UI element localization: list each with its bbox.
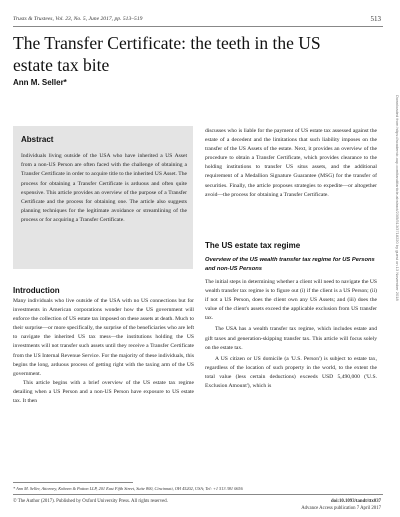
advance-access-line: Advance Access publication 7 April 2017 xyxy=(301,506,381,511)
header-divider xyxy=(13,26,383,27)
copyright-line: © The Author (2017). Published by Oxford University Press. All rights reserved. xyxy=(13,499,168,504)
estate-tax-section-heading: The US estate tax regime xyxy=(205,241,301,250)
estate-tax-body xyxy=(205,278,377,391)
right-column-continuation: discusses who is liable for the payment of US estate tax assessed against the estate of a decedent and the limitations that such liability imposes on the transfer of the US Assets of the estate. Next, it provides an overview of the procedure to obtain a Transfer Certificate, which provides clearance to the holding institutions to transfer US situs assets, and the additional requirement of a Medallion Signature Guarantee (MSG) for the transfer of securities. Finally, the article proposes strategies to expedite—or altogether avoid—the process for obtaining a Transfer Certificate. xyxy=(205,128,377,198)
introduction-body xyxy=(13,297,194,406)
intro-paragraph: Many individuals who live outside of the USA with no US connections but for investments in American corporations wonder how the US government will enforce the collection of US estate tax imposed on these assets at death. Much to their surprise—or more specifically, the surprise of the beneficiaries who are left to navigate the inherited US tax mess—the institutions holding the US investments will not transfer such assets until they receive a Transfer Certificate from the US Internal Revenue Service. For the majority of these individuals, this begins the long, arduous process of getting right with the taxing arm of the US government. xyxy=(13,298,194,377)
footnote-divider xyxy=(13,482,133,483)
download-sidebar: Downloaded from https://academic.oup.com/tandt/article-abstract/23/5/513/3718220 by guest on 13 November 2018 xyxy=(395,95,400,301)
estate-paragraph: The initial steps in determining whether a client will need to navigate the US wealth transfer tax regime is to figure out (i) if the client is a US Person; (ii) if not a US Person, does the client own any US Assets; and (iii) does the value of the client's assets exceed the applicable exclusion from US transfer tax. xyxy=(205,279,377,322)
footer-divider xyxy=(13,494,383,495)
introduction-heading: Introduction xyxy=(13,286,60,295)
author-footnote: * Ann M. Seller, Attorney, Kohnen & Patton LLP, 201 East Fifth Street, Suite 800, Cincinnati, OH 45202, USA; Tel: +1 513 381 0656 xyxy=(13,486,243,491)
estate-paragraph: The USA has a wealth transfer tax regime, which includes estate and gift taxes and generation-skipping transfer tax. This article will focus solely on the estate tax. xyxy=(205,326,377,351)
author-name: Ann M. Seller* xyxy=(13,78,67,87)
estate-paragraph: A US citizen or US domicile (a 'U.S. Person') is subject to estate tax, regardless of the location of such property in the world, to the extent the total value (less certain deductions) exceeds USD 5,490,000 ('U.S. Exclusion Amount'), which is xyxy=(205,355,377,390)
page-number: 513 xyxy=(370,15,381,23)
abstract-heading: Abstract xyxy=(21,135,54,144)
journal-header: Trusts & Trustees, Vol. 23, No. 5, June 2017, pp. 513–519 xyxy=(13,16,143,22)
doi-line: doi:10.1093/tandt/ttx037 xyxy=(331,499,381,504)
abstract-box xyxy=(13,126,193,269)
intro-paragraph: This article begins with a brief overview of the US estate tax regime detailing when a US Person and a non-US Person have exposure to US estate tax. It then xyxy=(13,379,194,405)
estate-tax-subsection-heading: Overview of the US wealth transfer tax regime for US Persons and non-US Persons xyxy=(205,257,375,272)
abstract-text: Individuals living outside of the USA who have inherited a US Asset from a non-US Person are often faced with the challenge of obtaining a Transfer Certificate in order to acquire title to the inherited US Asset. The process for obtaining a Transfer Certificate is arduous and often quite expensive. This article provides an overview of the purpose of a Transfer Certificate and the process for obtaining one. The article also suggests planning techniques for the legitimate avoidance or streamlining of the process or for acquiring a Transfer Certificate. xyxy=(21,153,187,224)
article-title: The Transfer Certificate: the teeth in the US estate tax bite xyxy=(13,33,321,75)
